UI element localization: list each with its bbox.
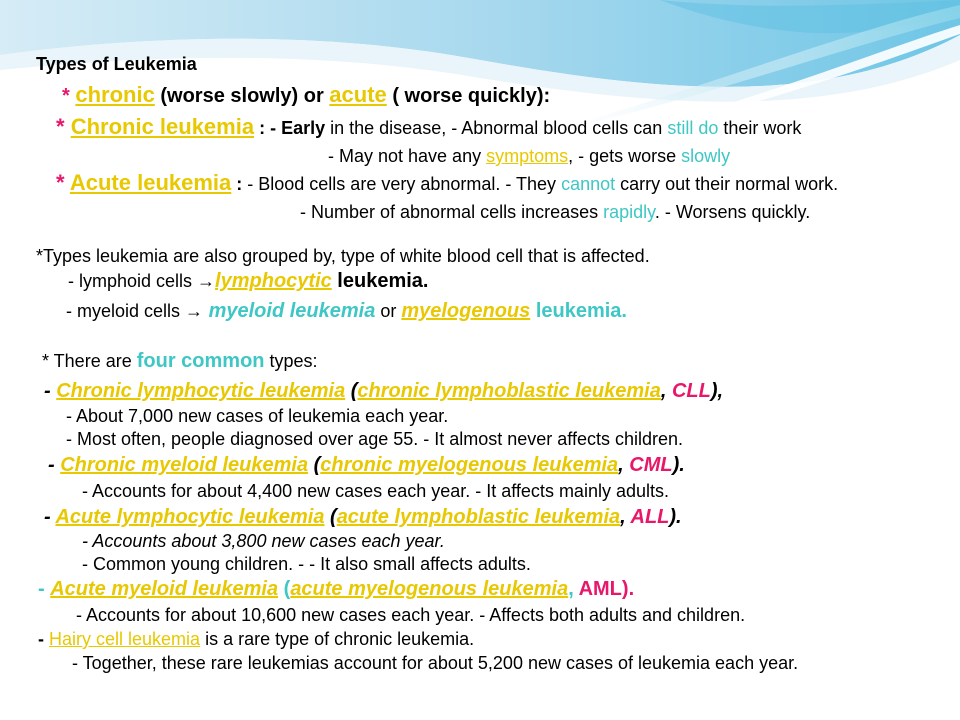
text: :: [231, 174, 243, 194]
term-chronic-lymphocytic-leukemia: Chronic lymphocytic leukemia: [56, 380, 346, 402]
term-slowly: slowly: [681, 146, 731, 166]
term-chronic-myelogenous-leukemia: chronic myelogenous leukemia: [320, 454, 619, 476]
term-chronic-leukemia: Chronic leukemia: [70, 114, 255, 139]
cml-detail: - Accounts for about 4,400 new cases each year. - It affects mainly adults.: [82, 481, 669, 501]
term-symptoms: symptoms: [486, 146, 569, 166]
text: or: [375, 301, 402, 321]
term-lymphocytic: lymphocytic: [215, 270, 332, 292]
text: is a rare type of chronic leukemia.: [200, 629, 475, 649]
lymphoid-line: [68, 270, 428, 293]
text: -: [38, 578, 51, 600]
text: types:: [264, 351, 318, 371]
acute-detail-line: [300, 202, 810, 223]
text: -: [44, 380, 57, 402]
all-detail-1: - Accounts about 3,800 new cases each year.: [82, 531, 445, 551]
acute-leukemia-line: [56, 170, 838, 196]
text: - Number of abnormal cells increases: [300, 202, 604, 222]
abbr-cll: CLL: [671, 380, 711, 402]
abbr-cml: CML: [629, 454, 673, 476]
grouping-intro: *Types leukemia are also grouped by, type of white blood cell that is affected.: [36, 246, 650, 266]
text: (: [345, 380, 358, 402]
term-chronic: chronic: [75, 82, 155, 107]
term-acute: acute: [329, 82, 387, 107]
myeloid-line: [66, 300, 627, 323]
text: :: [254, 118, 266, 138]
text: (: [278, 578, 291, 600]
text: -: [48, 454, 61, 476]
chronic-leukemia-line: [56, 114, 801, 140]
term-rapidly: rapidly: [603, 202, 655, 222]
aml-heading: [38, 578, 634, 601]
text: their work: [718, 118, 802, 138]
bullet-star: *: [62, 85, 76, 107]
page-title: Types of Leukemia: [36, 54, 197, 74]
text: - Blood cells are very abnormal. - They: [242, 174, 562, 194]
term-acute-myeloid-leukemia: Acute myeloid leukemia: [50, 578, 279, 600]
cll-detail-1: - About 7,000 new cases of leukemia each year.: [66, 406, 449, 426]
text: ).: [672, 454, 685, 476]
text: , - gets worse: [568, 146, 682, 166]
abbr-aml: AML: [578, 578, 622, 600]
four-types-intro: [42, 350, 318, 373]
text: -: [38, 629, 49, 649]
term-acute-leukemia: Acute leukemia: [69, 170, 232, 195]
text: (: [308, 454, 321, 476]
term-still-do: still do: [667, 118, 719, 138]
term-acute-lymphocytic-leukemia: Acute lymphocytic leukemia: [55, 506, 325, 528]
term-chronic-lymphoblastic-leukemia: chronic lymphoblastic leukemia: [357, 380, 661, 402]
text: leukemia.: [331, 270, 429, 292]
text: (worse slowly) or: [154, 85, 330, 107]
term-acute-lymphoblastic-leukemia: acute lymphoblastic leukemia: [336, 506, 621, 528]
rare-leukemia-detail: - Together, these rare leukemias account for about 5,200 new cases of leukemia each year.: [72, 653, 799, 673]
bullet-star: *: [56, 114, 71, 139]
text: - May not have any: [328, 146, 487, 166]
cll-heading: [44, 380, 723, 403]
term-myeloid-leukemia: myeloid leukemia: [203, 300, 376, 322]
text: - lymphoid cells: [68, 271, 198, 291]
term-early: Early: [281, 118, 326, 138]
term-myelogenous: myelogenous: [401, 300, 531, 322]
text: -: [44, 506, 56, 528]
text: ).: [621, 578, 635, 600]
term-four-common: four common: [136, 350, 265, 372]
text: ).: [669, 506, 682, 528]
term-acute-myelogenous-leukemia: acute myelogenous leukemia: [290, 578, 569, 600]
aml-detail: - Accounts for about 10,600 new cases each year. - Affects both adults and children.: [76, 605, 746, 625]
arrow-icon: →: [197, 271, 216, 291]
all-heading: [44, 506, 682, 529]
text: . - Worsens quickly.: [654, 202, 811, 222]
text: carry out their normal work.: [615, 174, 839, 194]
abbr-all: ALL: [630, 506, 670, 528]
text: -: [265, 118, 282, 138]
cll-detail-2: - Most often, people diagnosed over age 55. - It almost never affects children.: [66, 429, 684, 449]
text: * There are: [42, 351, 137, 371]
text: - myeloid cells: [66, 301, 186, 321]
bullet-star: *: [56, 170, 70, 195]
term-cannot: cannot: [561, 174, 616, 194]
arrow-icon: →: [185, 301, 204, 321]
hairy-cell-line: [38, 629, 474, 650]
text: ,: [620, 506, 631, 528]
intro-line: [62, 82, 550, 108]
text: in the disease, - Abnormal blood cells can: [325, 118, 668, 138]
text: ,: [660, 380, 672, 402]
cml-heading: [48, 454, 685, 477]
text: leukemia.: [530, 300, 627, 322]
term-hairy-cell-leukemia: Hairy cell leukemia: [49, 629, 201, 649]
term-chronic-myeloid-leukemia: Chronic myeloid leukemia: [60, 454, 309, 476]
chronic-detail-line: [328, 146, 730, 167]
text: ),: [710, 380, 724, 402]
text: ( worse quickly):: [386, 85, 551, 107]
text: ,: [568, 578, 579, 600]
all-detail-2: - Common young children. - - It also small affects adults.: [82, 554, 531, 574]
text: ,: [618, 454, 630, 476]
text: (: [324, 506, 337, 528]
